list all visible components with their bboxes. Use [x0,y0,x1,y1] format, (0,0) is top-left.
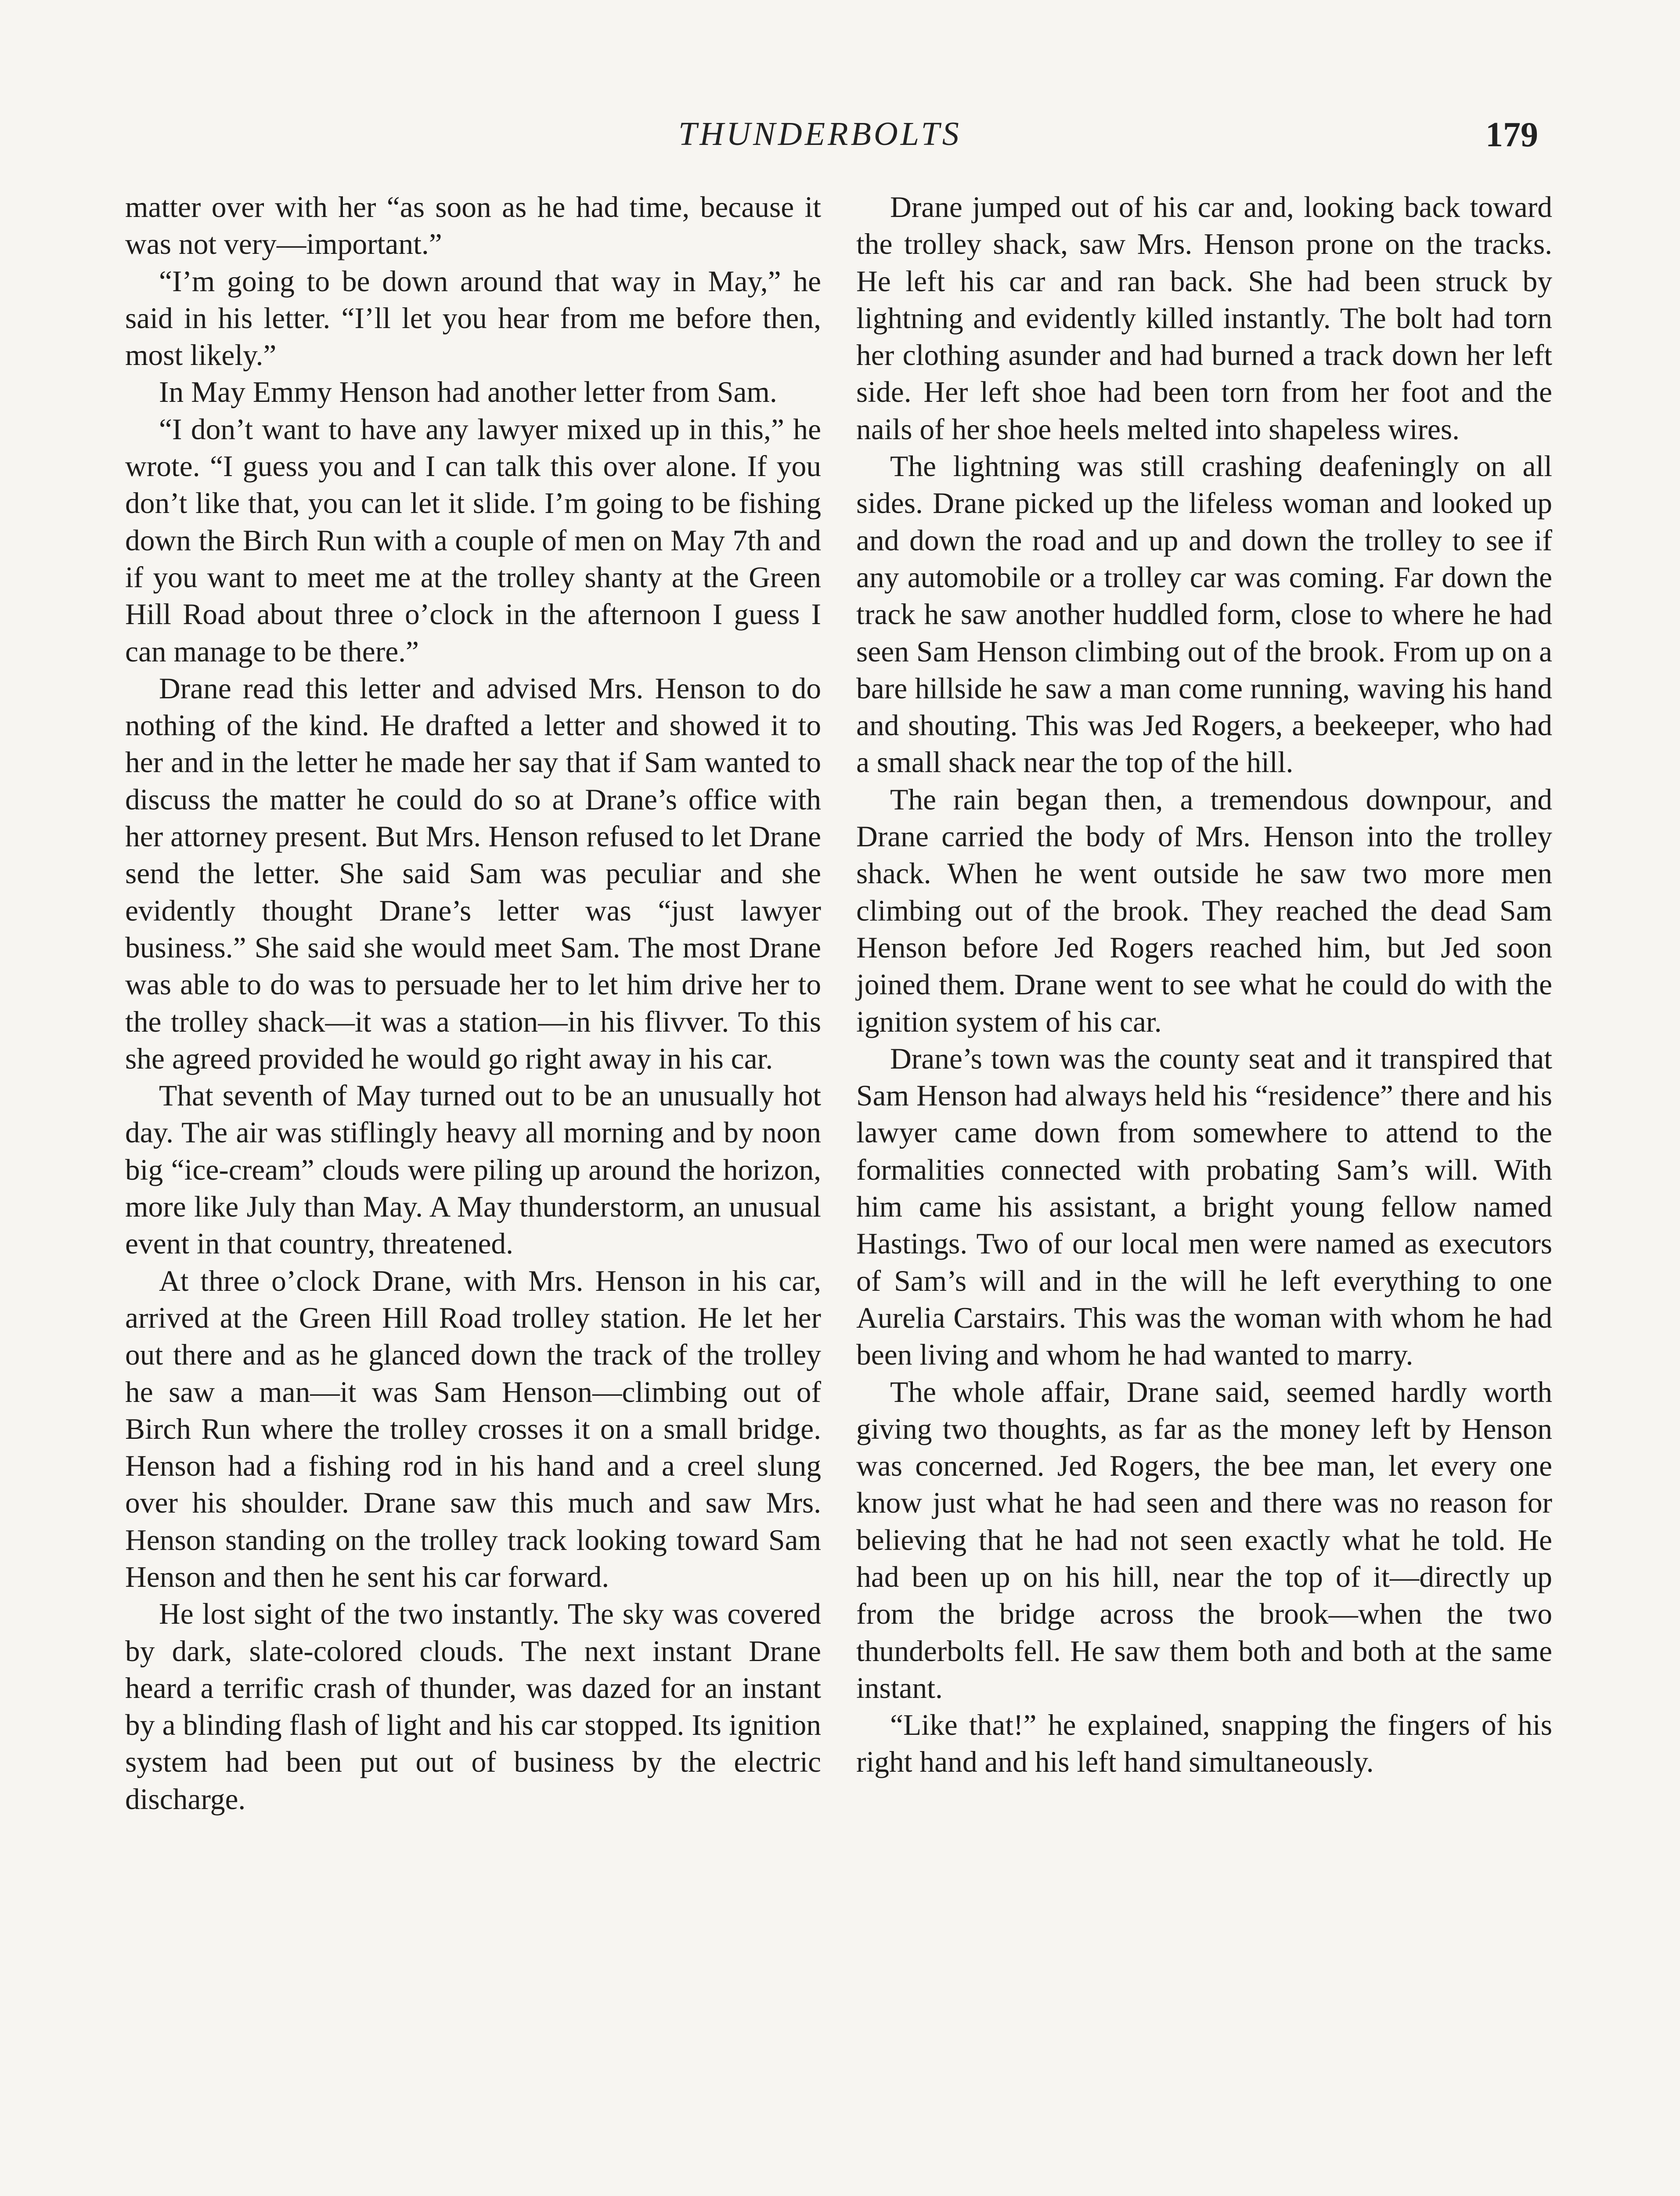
paragraph: At three o’clock Drane, with Mrs. Henson in his car, arrived at the Green Hill Road trolley station. He let her out there and as he glanced down the track of the trolley he saw a man—it was Sam Henson—climbing out of Birch Run where the trolley crosses it on a small bridge. Henson had a fishing rod in his hand and a creel slung over his shoulder. Drane saw this much and saw Mrs. Henson standing on the trolley track looking toward Sam Henson and then he sent his car forward. [125,1264,821,1593]
page-number: 179 [1485,116,1538,154]
paragraph: That seventh of May turned out to be an unusually hot day. The air was stiflingly heavy all morning and by noon big “ice-cream” clouds were piling up around the horizon, more like July than May. A May thunderstorm, an unusual event in that country, threatened. [125,1079,821,1261]
paragraph: Drane’s town was the county seat and it transpired that Sam Henson had always held his “residence” there and his lawyer came down from somewhere to attend to the formalities connected with probating Sam’s will. With him came his assistant, a bright young fellow named Hastings. Two of our local men were named as executors of Sam’s will and in the will he left everything to one Aurelia Carstairs. This was the woman with whom he had been living and whom he had wanted to marry. [856,1042,1552,1372]
paragraph: The whole affair, Drane said, seemed hardly worth giving two thoughts, as far as the money left by Henson was concerned. Jed Rogers, the bee man, let every one know just what he had seen and there was no reason for believing that he had not seen exactly what he told. He had been up on his hill, near the top of it—directly up from the bridge across the brook—when the two thunderbolts fell. He saw them both and both at the same instant. [856,1375,1552,1705]
left-column [125,189,821,1818]
paragraph: “I’m going to be down around that way in May,” he said in his letter. “I’ll let you hear from me before then, most likely.” [125,264,821,372]
paragraph: “Like that!” he explained, snapping the fingers of his right hand and his left hand simultaneously. [856,1708,1552,1779]
paragraph: Drane read this letter and advised Mrs. Henson to do nothing of the kind. He drafted a letter and showed it to her and in the letter he made her say that if Sam wanted to discuss the matter he could do so at Drane’s office with her attorney present. But Mrs. Henson refused to let Drane send the letter. She said Sam was peculiar and she evidently thought Drane’s letter was “just lawyer business.” She said she would meet Sam. The most Drane was able to do was to persuade her to let him drive her to the trolley shack—it was a station—in his flivver. To this she agreed provided he would go right away in his car. [125,672,821,1075]
paragraph: The rain began then, a tremendous downpour, and Drane carried the body of Mrs. Henson into the trolley shack. When he went outside he saw two more men climbing out of the brook. They reached the dead Sam Henson before Jed Rogers reached him, but Jed soon joined them. Drane went to see what he could do with the ignition system of his car. [856,783,1552,1038]
paragraph: “I don’t want to have any lawyer mixed up in this,” he wrote. “I guess you and I can talk this over alone. If you don’t like that, you can let it slide. I’m going to be fishing down the Birch Run with a couple of men on May 7th and if you want to meet me at the trolley shanty at the Green Hill Road about three o’clock in the afternoon I guess I can manage to be there.” [125,412,821,668]
paragraph: matter over with her “as soon as he had time, because it was not very—important.” [125,191,821,261]
right-column [856,189,1552,1781]
paragraph: Drane jumped out of his car and, looking back toward the trolley shack, saw Mrs. Henson prone on the tracks. He left his car and ran back. She had been struck by lightning and evidently killed instantly. The bolt had torn her clothing asunder and had burned a track down her left side. Her left shoe had been torn from her foot and the nails of her shoe heels melted into shapeless wires. [856,191,1552,446]
paragraph: In May Emmy Henson had another letter from Sam. [159,376,777,409]
paragraph: The lightning was still crashing deafeningly on all sides. Drane picked up the lifeless woman and looked up and down the road and up and down the trolley to see if any automobile or a trolley car was coming. Far down the track he saw another huddled form, close to where he had seen Sam Henson climbing out of the brook. From up on a bare hillside he saw a man come running, waving his hand and shouting. This was Jed Rogers, a beekeeper, who had a small shack near the top of the hill. [856,450,1552,779]
running-head-title: THUNDERBOLTS [678,116,962,152]
paragraph: He lost sight of the two instantly. The sky was covered by dark, slate-colored clouds. The next instant Drane heard a terrific crash of thunder, was dazed for an instant by a blinding flash of light and his car stopped. Its ignition system had been put out of business by the electric discharge. [125,1597,821,1816]
